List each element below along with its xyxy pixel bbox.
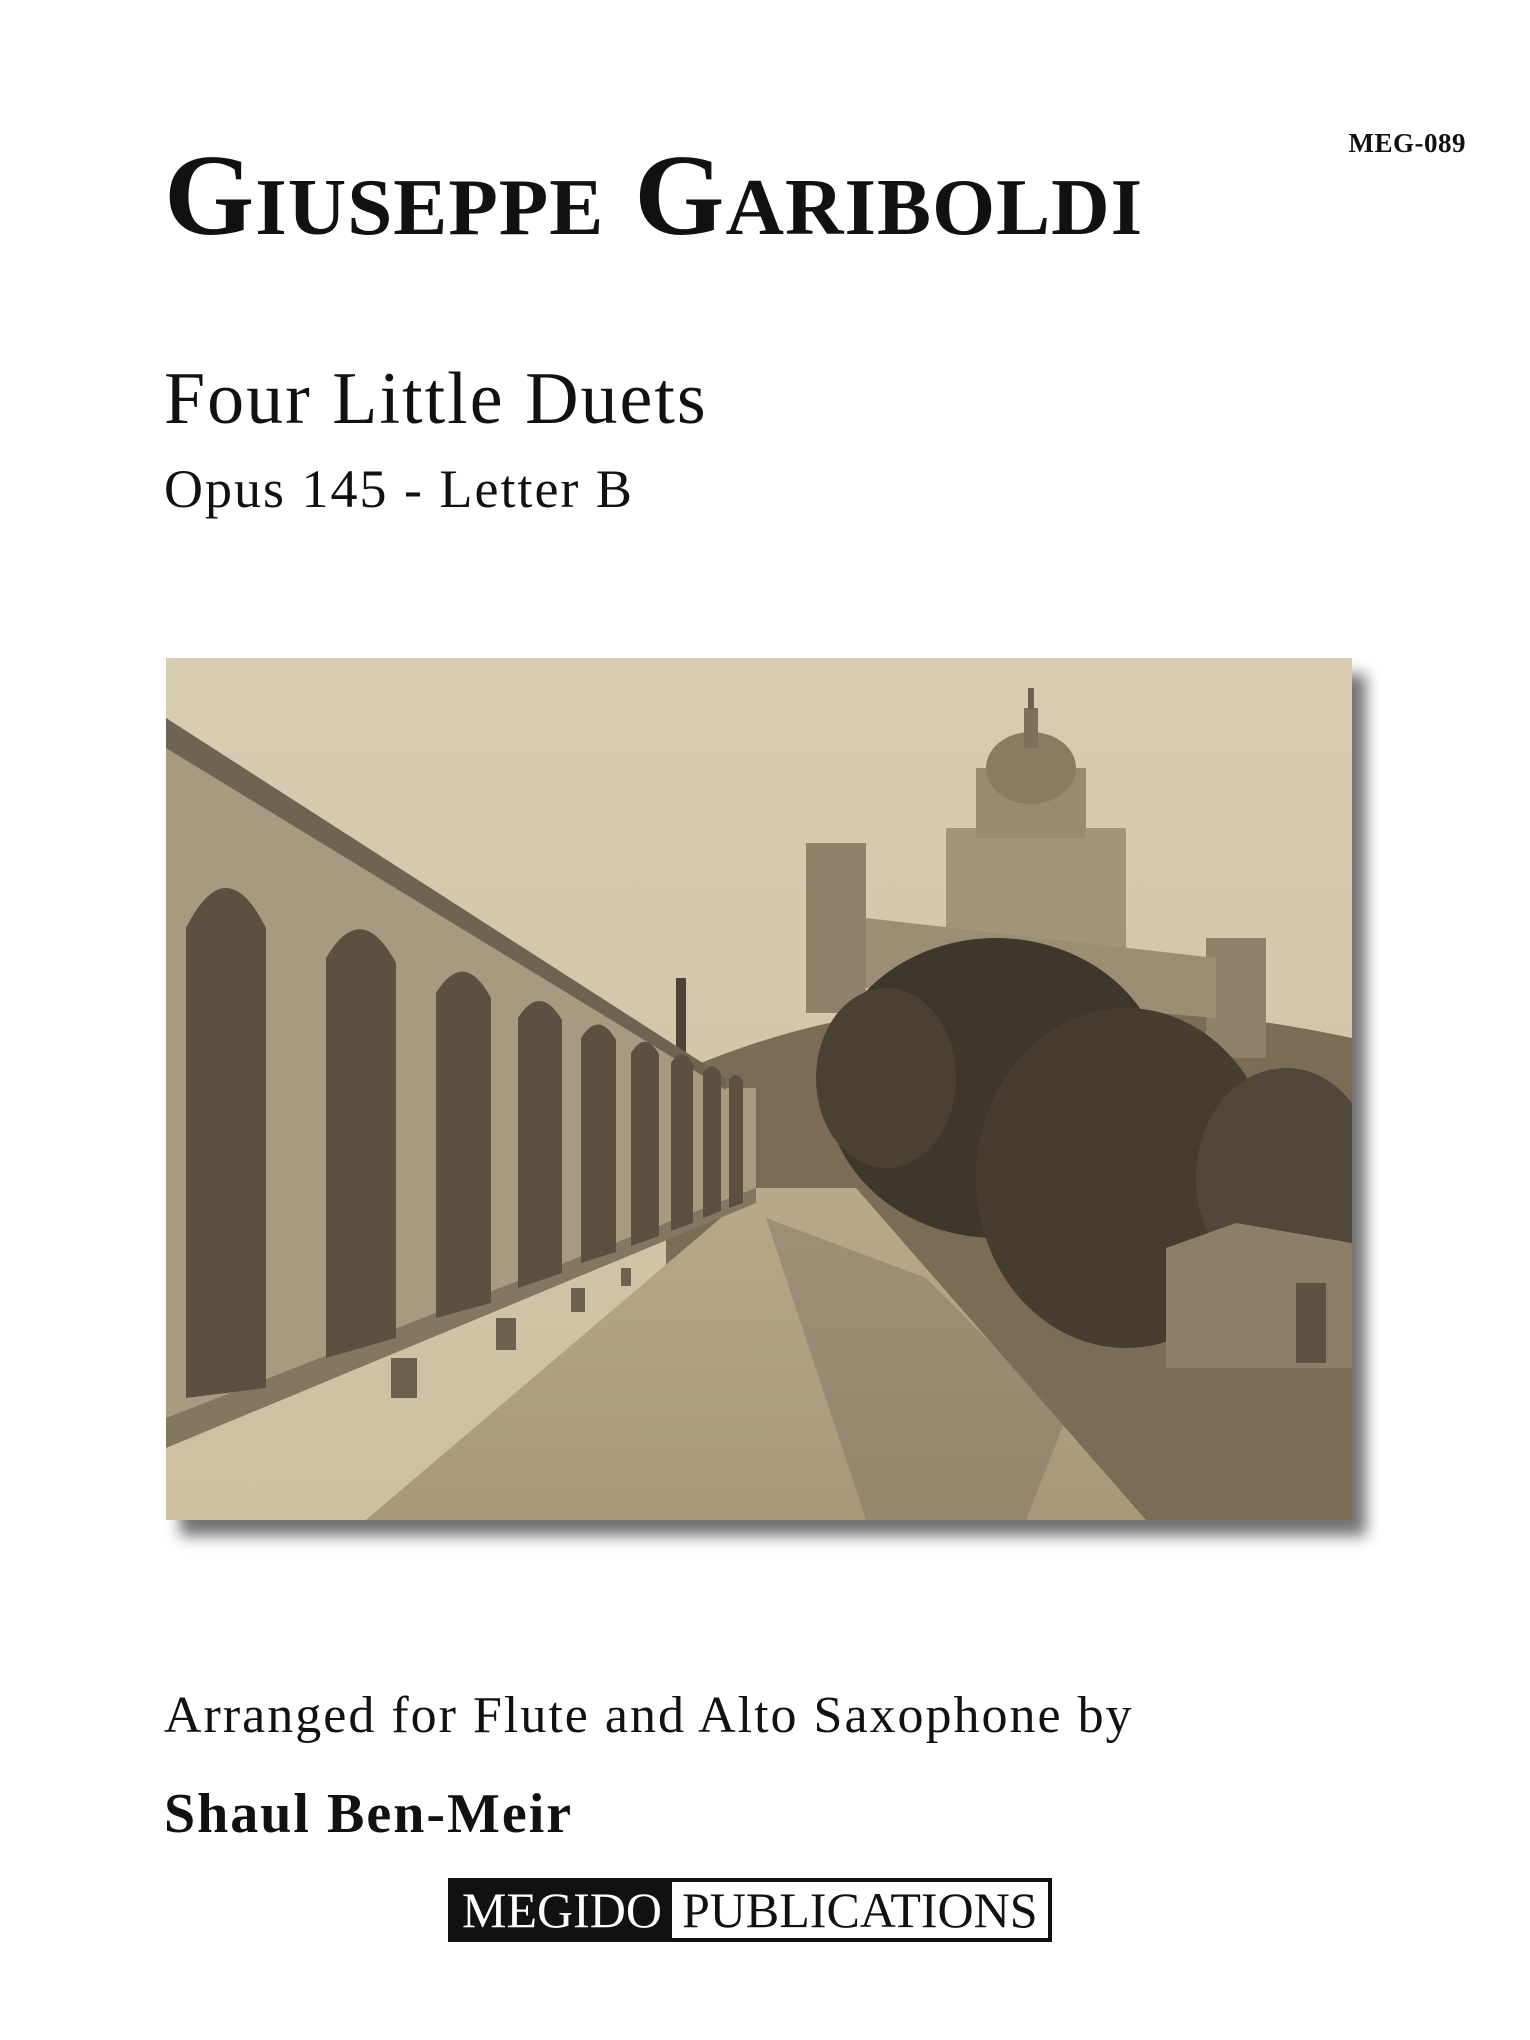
arrangement-credit-line: Arranged for Flute and Alto Saxophone by [164, 1687, 1134, 1744]
catalog-number: MEG-089 [1348, 128, 1466, 158]
work-title: Four Little Duets [164, 358, 708, 440]
cover-photograph [166, 658, 1352, 1520]
composer-name: Giuseppe Gariboldi [164, 132, 1144, 260]
work-subtitle: Opus 145 - Letter B [164, 459, 634, 519]
publisher-logo-left: MEGIDO [452, 1882, 672, 1938]
publisher-logo-right: PUBLICATIONS [672, 1882, 1048, 1938]
arranger-name: Shaul Ben-Meir [164, 1783, 574, 1845]
publisher-logo [448, 1878, 1052, 1942]
